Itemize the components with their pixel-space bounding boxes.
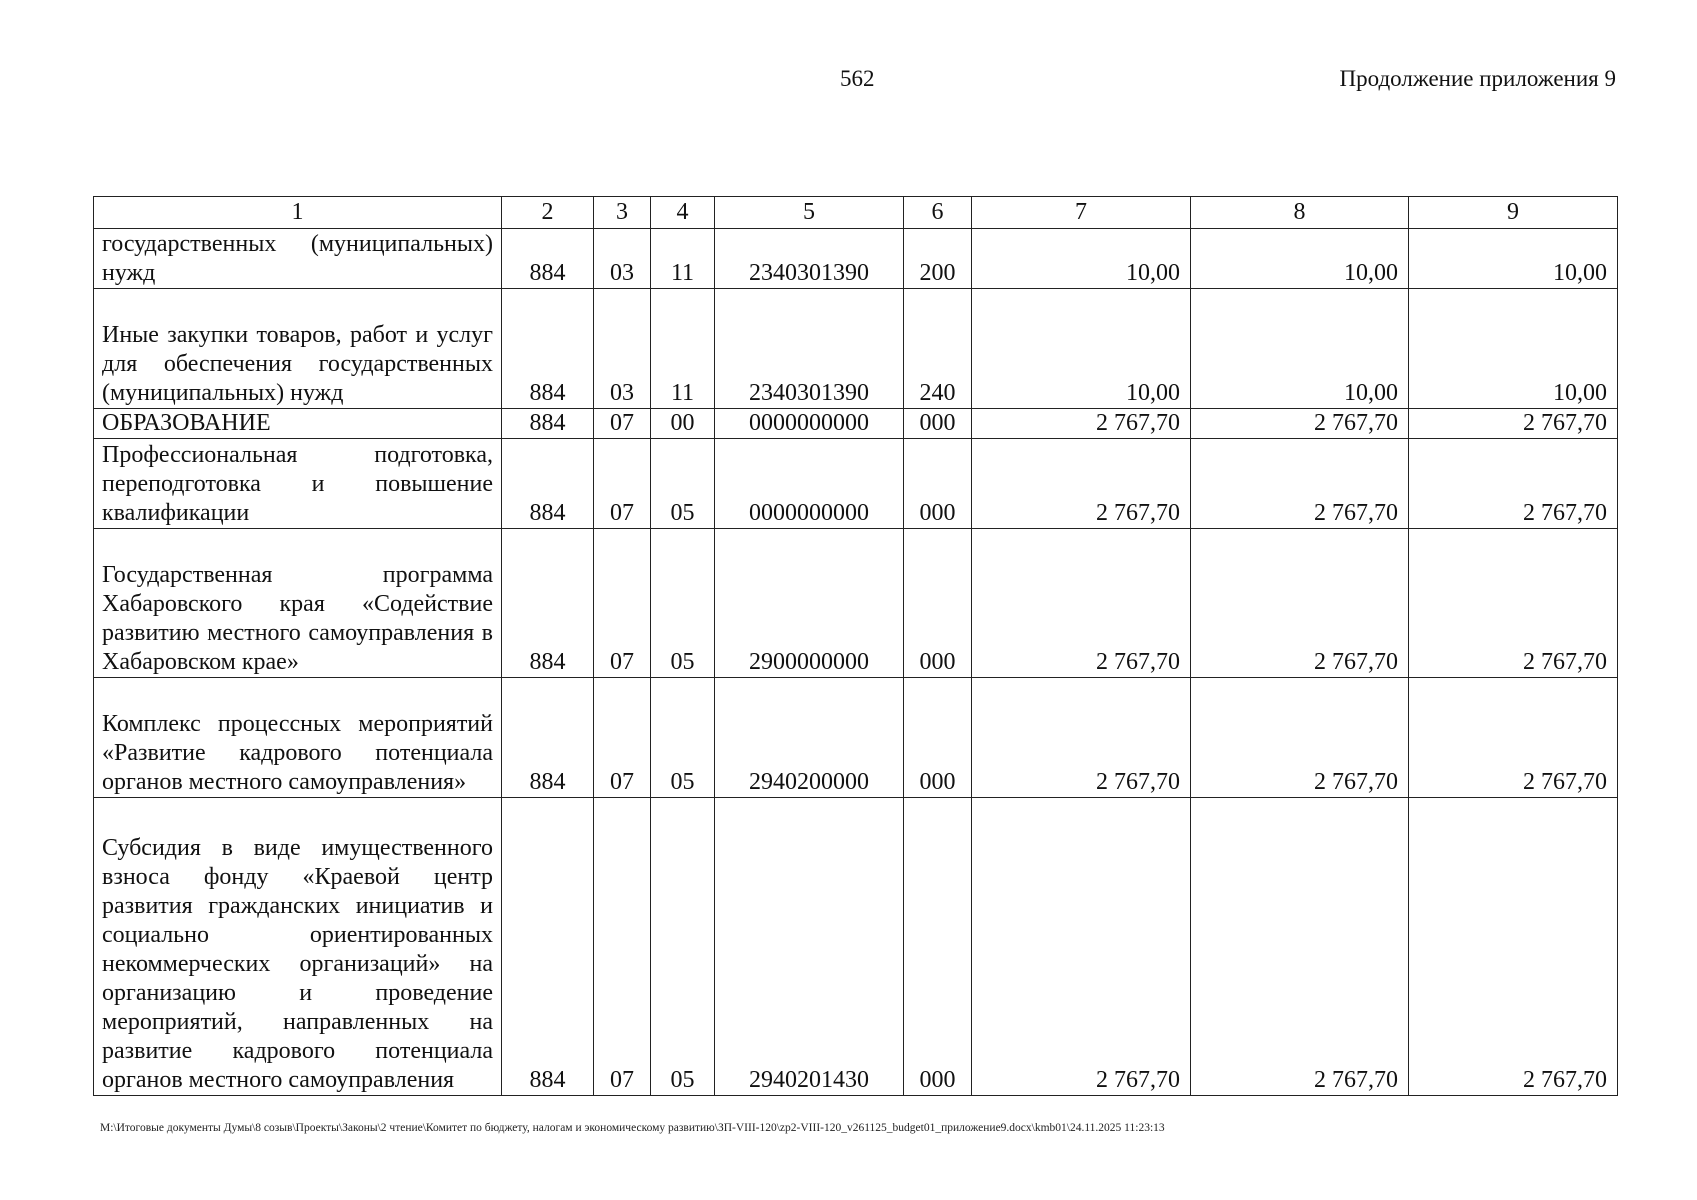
expense-name-cell: Комплекс процессных мероприятий «Развитие кадрового потенциала органов местного самоуправления» <box>94 678 502 798</box>
amount-cell: 2 767,70 <box>972 529 1191 678</box>
target-article-cell: 2340301390 <box>715 229 904 289</box>
table-header-row <box>94 197 1618 229</box>
target-article-cell: 2940200000 <box>715 678 904 798</box>
amount-cell: 2 767,70 <box>1191 678 1409 798</box>
section-code-cell: 07 <box>594 529 651 678</box>
table-row <box>94 678 1618 798</box>
amount-cell: 2 767,70 <box>1409 798 1618 1096</box>
target-article-cell: 0000000000 <box>715 409 904 439</box>
section-code-cell: 07 <box>594 439 651 529</box>
section-code-cell: 07 <box>594 798 651 1096</box>
column-header: 1 <box>94 197 502 229</box>
expense-name-cell: государственных (муниципальных) нужд <box>94 229 502 289</box>
amount-cell: 2 767,70 <box>1191 409 1409 439</box>
subsection-code-cell: 05 <box>651 529 715 678</box>
amount-cell: 2 767,70 <box>972 409 1191 439</box>
amount-cell: 2 767,70 <box>972 439 1191 529</box>
page-number: 562 <box>840 66 875 91</box>
amount-cell: 2 767,70 <box>972 678 1191 798</box>
section-code-cell: 07 <box>594 678 651 798</box>
amount-cell: 2 767,70 <box>1409 529 1618 678</box>
amount-cell: 10,00 <box>1409 229 1618 289</box>
expense-name-cell: Субсидия в виде имущественного взноса фонду «Краевой центр развития гражданских инициатив и социально ориентированных некоммерческих организаций» на организацию и проведение мероприятий, направленных на развитие кадрового потенциала органов местного самоуправления <box>94 798 502 1096</box>
expense-type-cell: 000 <box>904 678 972 798</box>
expense-name-cell: Иные закупки товаров, работ и услуг для обеспечения государственных (муниципальных) нужд <box>94 289 502 409</box>
ministry-code-cell: 884 <box>502 439 594 529</box>
table-row <box>94 229 1618 289</box>
table-row <box>94 409 1618 439</box>
expense-type-cell: 200 <box>904 229 972 289</box>
column-header: 3 <box>594 197 651 229</box>
subsection-code-cell: 11 <box>651 289 715 409</box>
amount-cell: 2 767,70 <box>1191 529 1409 678</box>
amount-cell: 2 767,70 <box>1191 798 1409 1096</box>
ministry-code-cell: 884 <box>502 678 594 798</box>
column-header: 7 <box>972 197 1191 229</box>
expense-name-cell: ОБРАЗОВАНИЕ <box>94 409 502 439</box>
amount-cell: 2 767,70 <box>972 798 1191 1096</box>
expense-name-cell: Государственная программа Хабаровского края «Содействие развитию местного самоуправления в Хабаровском крае» <box>94 529 502 678</box>
ministry-code-cell: 884 <box>502 529 594 678</box>
ministry-code-cell: 884 <box>502 798 594 1096</box>
table-row <box>94 798 1618 1096</box>
amount-cell: 2 767,70 <box>1409 678 1618 798</box>
column-header: 8 <box>1191 197 1409 229</box>
ministry-code-cell: 884 <box>502 289 594 409</box>
column-header: 2 <box>502 197 594 229</box>
subsection-code-cell: 00 <box>651 409 715 439</box>
amount-cell: 2 767,70 <box>1409 409 1618 439</box>
section-code-cell: 07 <box>594 409 651 439</box>
subsection-code-cell: 11 <box>651 229 715 289</box>
column-header: 5 <box>715 197 904 229</box>
ministry-code-cell: 884 <box>502 229 594 289</box>
amount-cell: 10,00 <box>972 289 1191 409</box>
appendix-continuation-title: Продолжение приложения 9 <box>1339 66 1616 91</box>
expense-name-cell: Профессиональная подготовка, переподготовка и повышение квалификации <box>94 439 502 529</box>
table-row <box>94 439 1618 529</box>
ministry-code-cell: 884 <box>502 409 594 439</box>
column-header: 6 <box>904 197 972 229</box>
section-code-cell: 03 <box>594 289 651 409</box>
amount-cell: 10,00 <box>972 229 1191 289</box>
amount-cell: 2 767,70 <box>1409 439 1618 529</box>
target-article-cell: 2900000000 <box>715 529 904 678</box>
amount-cell: 2 767,70 <box>1191 439 1409 529</box>
subsection-code-cell: 05 <box>651 678 715 798</box>
table-row <box>94 529 1618 678</box>
column-header: 9 <box>1409 197 1618 229</box>
section-code-cell: 03 <box>594 229 651 289</box>
subsection-code-cell: 05 <box>651 798 715 1096</box>
amount-cell: 10,00 <box>1409 289 1618 409</box>
expense-type-cell: 240 <box>904 289 972 409</box>
subsection-code-cell: 05 <box>651 439 715 529</box>
footer-file-path: M:\Итоговые документы Думы\8 созыв\Проекты\Законы\2 чтение\Комитет по бюджету, налогам и экономическому развитию\ЗП-VIII-120\zp2-VIII-120_v261125_budget01_приложение9.docx\kmb01\24.11.2025 11:23:13 <box>100 1122 1165 1134</box>
budget-table <box>93 196 1618 1096</box>
expense-type-cell: 000 <box>904 798 972 1096</box>
target-article-cell: 2940201430 <box>715 798 904 1096</box>
table-row <box>94 289 1618 409</box>
amount-cell: 10,00 <box>1191 229 1409 289</box>
column-header: 4 <box>651 197 715 229</box>
amount-cell: 10,00 <box>1191 289 1409 409</box>
target-article-cell: 0000000000 <box>715 439 904 529</box>
expense-type-cell: 000 <box>904 439 972 529</box>
target-article-cell: 2340301390 <box>715 289 904 409</box>
expense-type-cell: 000 <box>904 409 972 439</box>
expense-type-cell: 000 <box>904 529 972 678</box>
